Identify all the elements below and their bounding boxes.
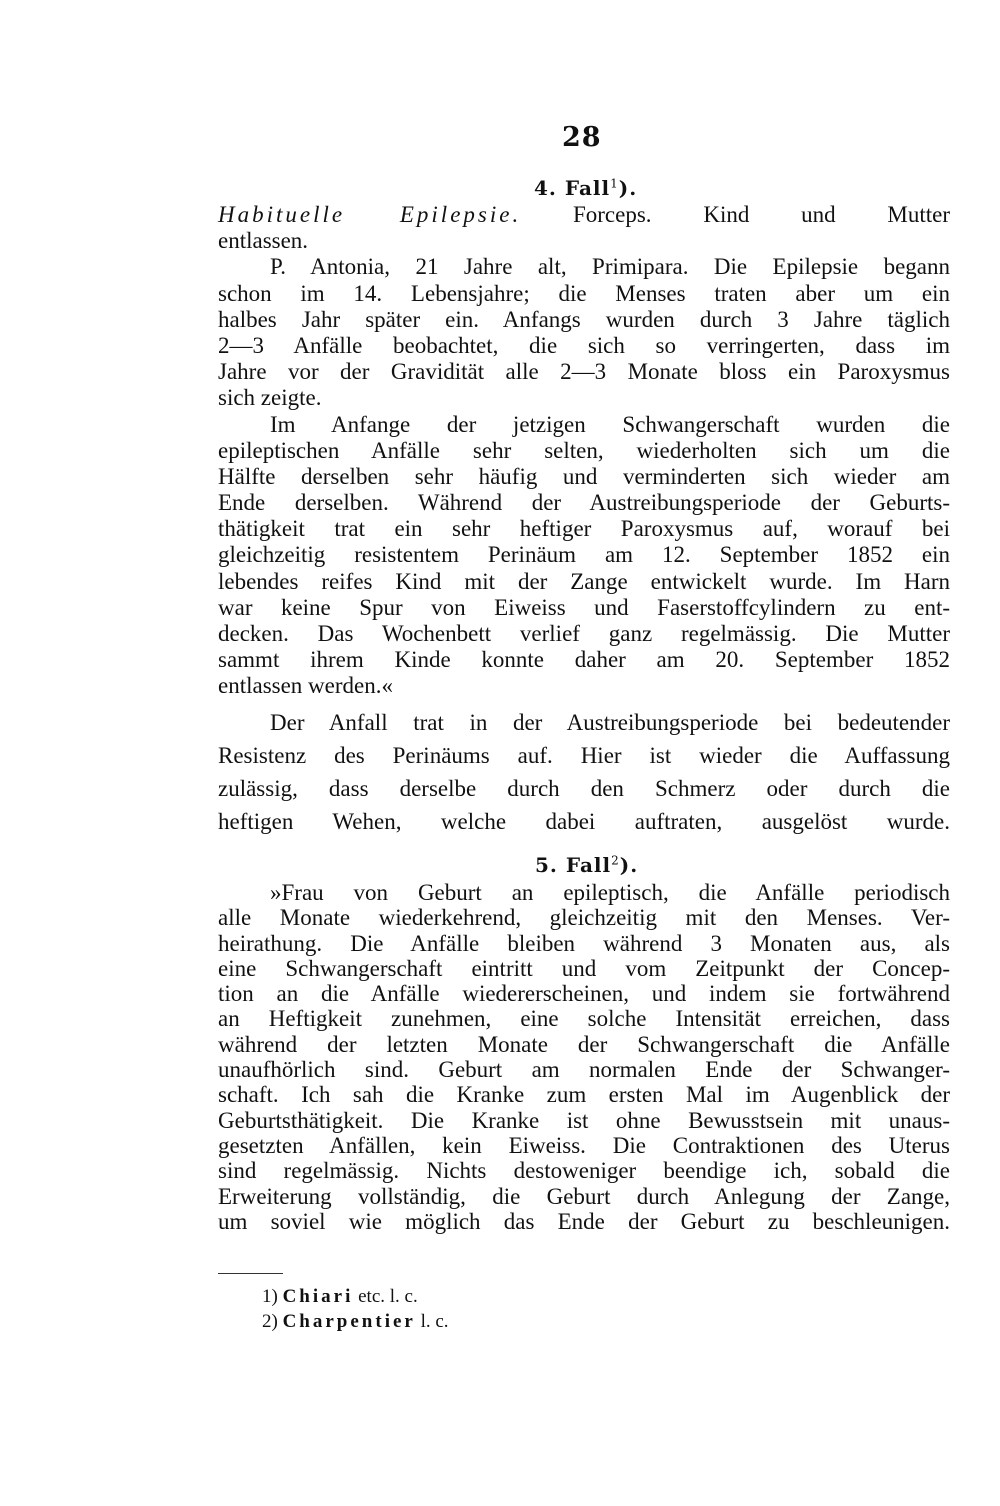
footnote-marker: 1) — [262, 1286, 278, 1307]
case-4-diagnosis: Habituelle Epilepsie. — [218, 202, 522, 227]
case-4-line: gleichzeitig resistentem Perinäum am 12. September 1852 ein — [218, 542, 950, 568]
case-5-line: Erweiterung vollständig, die Geburt durch Anlegung der Zange, — [218, 1183, 950, 1209]
case-5-line: unaufhörlich sind. Geburt am normalen Ende der Schwanger- — [218, 1057, 950, 1083]
commentary-line: heftigen Wehen, welche dabei auftraten, ausgelöst wurde. — [218, 809, 950, 834]
case-4-line: P. Antonia, 21 Jahre alt, Primipara. Die Epilepsie begann — [270, 254, 950, 280]
footnote-citation: etc. l. c. — [353, 1286, 418, 1307]
commentary-paragraph — [218, 706, 950, 838]
case-4-line: Im Anfange der jetzigen Schwangerschaft wurden die — [270, 411, 950, 437]
case-5-line: eine Schwangerschaft eintritt und vom Zeitpunkt der Concep- — [218, 955, 950, 981]
case-5-line: »Frau von Geburt an epileptisch, die Anfälle periodisch — [270, 880, 950, 905]
case-5-line: an Heftigkeit zunehmen, eine solche Intensität erreichen, dass — [218, 1006, 950, 1032]
footnote-author: Charpentier — [282, 1311, 416, 1332]
case-4-heading-text: 4. Fall — [534, 176, 611, 200]
commentary-line: zulässig, dass derselbe durch den Schmerz oder durch die — [218, 776, 950, 801]
case-4-line: 2—3 Anfälle beobachtet, die sich so verringerten, dass im — [218, 332, 950, 358]
case-5-body — [218, 880, 950, 1234]
case-4-line: entlassen. — [218, 228, 309, 254]
case-4-line: entlassen werden.« — [218, 673, 393, 699]
case-5-heading-text: 5. Fall — [535, 853, 612, 877]
case-5-line: schaft. Ich sah die Kranke zum ersten Mal im Augenblick der — [218, 1082, 950, 1108]
case-5-line: um soviel wie möglich das Ende der Geburt zu beschleunigen. — [218, 1208, 950, 1234]
case-5-line: heirathung. Die Anfälle bleiben während 3 Monaten aus, als — [218, 930, 950, 956]
case-4-footnote-ref: 1 — [610, 176, 619, 191]
case-5-line: sind regelmässig. Nichts destoweniger beendige ich, sobald die — [218, 1158, 950, 1184]
footnote-divider — [218, 1273, 283, 1274]
case-4-heading: 4. Fall$^1$). — [534, 176, 638, 200]
footnotes — [262, 1284, 449, 1334]
case-4-body — [218, 202, 950, 700]
case-4-line: war keine Spur von Eiweiss und Faserstoffcylindern zu ent- — [218, 594, 950, 620]
case-4-line: sich zeigte. — [218, 385, 322, 411]
case-5-footnote-ref: 2 — [611, 853, 620, 868]
footnote-marker: 2) — [262, 1311, 278, 1332]
footnote-1 — [262, 1284, 449, 1309]
case-5-line: gesetzten Anfällen, kein Eiweiss. Die Contraktionen des Uterus — [218, 1132, 950, 1158]
page-number: 28 — [562, 122, 602, 153]
case-4-line: thätigkeit trat ein sehr heftiger Paroxysmus auf, worauf bei — [218, 516, 950, 542]
case-4-line: sammt ihrem Kinde konnte daher am 20. September 1852 — [218, 647, 950, 673]
footnote-citation: l. c. — [415, 1311, 449, 1332]
case-5-line: Geburtsthätigkeit. Die Kranke ist ohne Bewusstsein mit unaus- — [218, 1107, 950, 1133]
footnote-2 — [262, 1309, 449, 1334]
case-4-title-line — [218, 202, 950, 228]
case-5-line: während der letzten Monate der Schwangerschaft die Anfälle — [218, 1031, 950, 1057]
commentary-line: Resistenz des Perinäums auf. Hier ist wieder die Auffassung — [218, 743, 950, 768]
case-4-line: Ende derselben. Während der Austreibungsperiode der Geburts- — [218, 490, 950, 516]
case-5-heading: 5. Fall$^2$). — [535, 853, 639, 877]
case-4-line: lebendes reifes Kind mit der Zange entwickelt wurde. Im Harn — [218, 568, 950, 594]
case-4-line: schon im 14. Lebensjahre; die Menses traten aber um ein — [218, 280, 950, 306]
case-5-line: tion an die Anfälle wiedererscheinen, und indem sie fortwährend — [218, 981, 950, 1007]
footnote-author: Chiari — [282, 1286, 354, 1307]
case-4-line: Jahre vor der Gravidität alle 2—3 Monate bloss ein Paroxysmus — [218, 359, 950, 385]
case-4-title-rest: Forceps. Kind und Mutter — [521, 202, 950, 227]
case-4-line: Hälfte derselben sehr häufig und verminderten sich wieder am — [218, 463, 950, 489]
commentary-line: Der Anfall trat in der Austreibungsperiode bei bedeutender — [270, 710, 950, 735]
case-5-line: alle Monate wiederkehrend, gleichzeitig mit den Menses. Ver- — [218, 905, 950, 931]
case-4-line: epileptischen Anfälle sehr selten, wiederholten sich um die — [218, 437, 950, 463]
case-4-line: decken. Das Wochenbett verlief ganz regelmässig. Die Mutter — [218, 621, 950, 646]
case-4-line: halbes Jahr später ein. Anfangs wurden durch 3 Jahre täglich — [218, 306, 950, 332]
